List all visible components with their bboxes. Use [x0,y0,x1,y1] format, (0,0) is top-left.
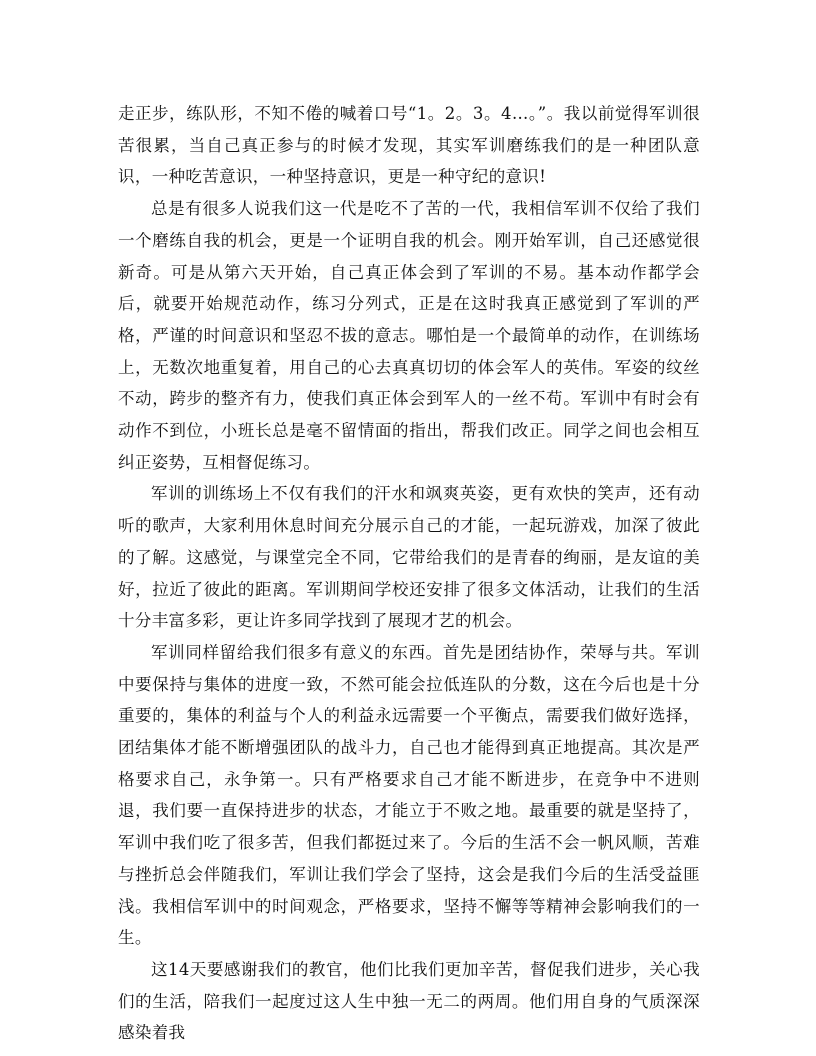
paragraph-2: 总是有很多人说我们这一代是吃不了苦的一代，我相信军训不仅给了我们一个磨练自我的机会，更是一个证明自我的机会。刚开始军训，自己还感觉很新奇。可是从第六天开始，自己真正体会到了军训的不易。基本动作都学会后，就要开始规范动作，练习分列式，正是在这时我真正感觉到了军训的严格，严谨的时间意识和坚忍不拔的意志。哪怕是一个最简单的动作，在训练场上，无数次地重复着，用自己的心去真真切切的体会军人的英伟。军姿的纹丝不动，跨步的整齐有力，使我们真正体会到军人的一丝不苟。军训中有时会有动作不到位，小班长总是毫不留情面的指出，帮我们改正。同学之间也会相互纠正姿势，互相督促练习。 [118,199,700,472]
paragraph-4: 军训同样留给我们很多有意义的东西。首先是团结协作，荣辱与共。军训中要保持与集体的进度一致，不然可能会拉低连队的分数，这在今后也是十分重要的，集体的利益与个人的利益永远需要一个平衡点，需要我们做好选择，团结集体才能不断增强团队的战斗力，自己也才能得到真正地提高。其次是严格要求自己，永争第一。只有严格要求自己才能不断进步，在竞争中不进则退，我们要一直保持进步的状态，才能立于不败之地。最重要的就是坚持了，军训中我们吃了很多苦，但我们都挺过来了。今后的生活不会一帆风顺，苦难与挫折总会伴随我们，军训让我们学会了坚持，这会是我们今后的生活受益匪浅。我相信军训中的时间观念，严格要求，坚持不懈等等精神会影响我们的一生。 [118,642,700,948]
paragraph-5: 这14天要感谢我们的教官，他们比我们更加辛苦，督促我们进步，关心我们的生活，陪我们一起度过这人生中独一无二的两周。他们用自身的气质深深感染着我 [118,959,700,1043]
paragraph-3: 军训的训练场上不仅有我们的汗水和飒爽英姿，更有欢快的笑声，还有动听的歌声，大家利用休息时间充分展示自己的才能，一起玩游戏，加深了彼此的了解。这感觉，与课堂完全不同，它带给我们的是青春的绚丽，是友谊的美好，拉近了彼此的距离。军训期间学校还安排了很多文体活动，让我们的生活十分丰富多彩，更让许多同学找到了展现才艺的机会。 [118,484,700,631]
paragraph-1: 走正步，练队形，不知不倦的喊着口号“1。2。3。4…。”。我以前觉得军训很苦很累，当自己真正参与的时候才发现，其实军训磨练我们的是一种团队意识，一种吃苦意识，一种坚持意识，更是一种守纪的意识! [118,104,700,187]
document-body [118,98,700,1049]
